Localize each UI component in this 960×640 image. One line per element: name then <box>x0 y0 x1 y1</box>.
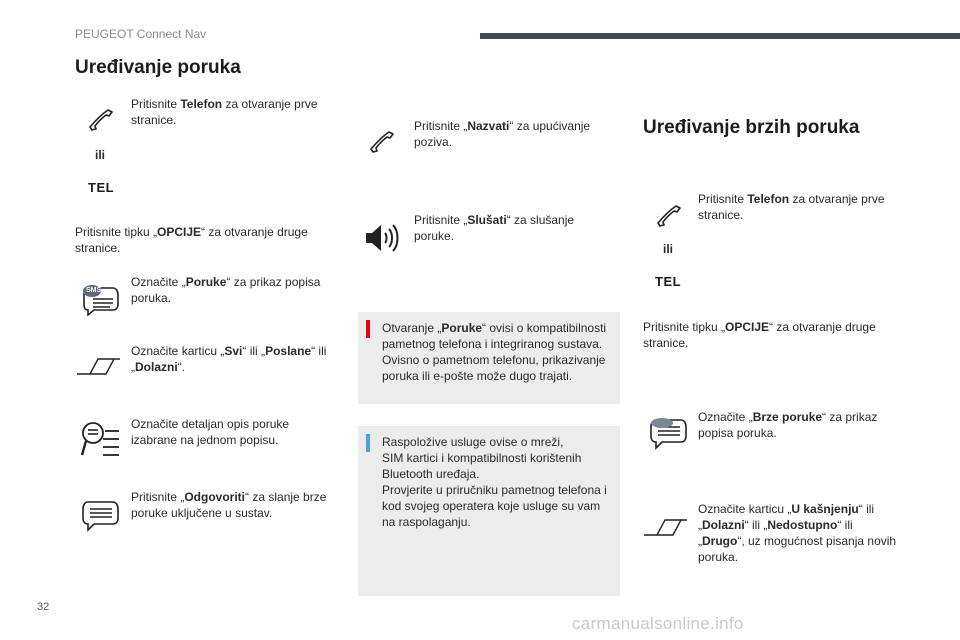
step-options-right: Pritisnite tipku „OPCIJE“ za otvaranje druge stranice. <box>643 320 876 350</box>
warning-icon <box>366 320 370 338</box>
step-select-tab-right: Označite karticu „U kašnjenju“ ili „Dolazni“ ili „Nedostupno“ ili „Drugo“, uz mogućnost pisanja novih poruka. <box>698 502 897 564</box>
info-icon <box>366 434 370 452</box>
info-text: Raspoložive usluge ovise o mreži, SIM kartici i kompatibilnosti korištenih Bluetooth uređaja. Provjerite u priručniku pametnog telefona i kod svojeg operatera koje usluge su vam na raspolaganju. <box>382 435 607 529</box>
warning-note <box>358 312 620 404</box>
message-detail-icon <box>81 421 121 459</box>
step-options: Pritisnite tipku „OPCIJE“ za otvaranje druge stranice. <box>75 225 308 255</box>
section-title-quick-messages: Uređivanje brzih poruka <box>643 117 860 138</box>
header-bar <box>480 33 960 39</box>
call-icon <box>369 130 395 156</box>
sms-messages-icon <box>80 282 120 316</box>
phone-icon <box>88 108 114 134</box>
phone-icon-right <box>656 204 682 230</box>
section-title-messages: Uređivanje poruka <box>75 57 241 78</box>
reply-icon <box>80 499 120 533</box>
info-note <box>358 426 620 596</box>
step-call: Pritisnite „Nazvati“ za upućivanje poziva. <box>414 119 591 149</box>
step-message-detail: Označite detaljan opis poruke izabrane na jednom popisu. <box>131 417 290 447</box>
step-open-telephone: Pritisnite Telefon za otvaranje prve stranice. <box>131 97 318 127</box>
or-label-right: ili <box>663 242 674 256</box>
tab-icon-right <box>643 518 689 536</box>
speaker-icon <box>364 223 400 253</box>
step-select-messages: Označite „Poruke“ za prikaz popisa poruka. <box>131 275 321 305</box>
header-brand: PEUGEOT Connect Nav <box>75 27 207 41</box>
step-select-tab: Označite karticu „Svi“ ili „Poslane“ ili „Dolazni“. <box>131 344 327 374</box>
warning-text: Otvaranje „Poruke“ ovisi o kompatibilnosti pametnog telefona i integriranog sustava. Ovisno o pametnom telefonu, prikazivanje poruka ili e-pošte može dugo trajati. <box>382 321 607 383</box>
tel-button-label: TEL <box>88 180 115 195</box>
step-listen: Pritisnite „Slušati“ za slušanje poruke. <box>414 213 575 243</box>
quick-messages-icon <box>648 416 688 450</box>
step-open-telephone-right: Pritisnite Telefon za otvaranje prve stranice. <box>698 192 885 222</box>
tab-icon <box>76 357 122 375</box>
step-select-quick-messages: Označite „Brze poruke“ za prikaz popisa poruka. <box>698 410 878 440</box>
page-number: 32 <box>37 601 50 613</box>
step-reply: Pritisnite „Odgovoriti“ za slanje brze poruke uključene u sustav. <box>131 490 327 520</box>
sms-badge: SMS <box>86 287 102 294</box>
watermark: carmanualsonline.info <box>572 614 744 633</box>
tel-button-label-right: TEL <box>655 274 682 289</box>
or-label: ili <box>95 148 106 162</box>
